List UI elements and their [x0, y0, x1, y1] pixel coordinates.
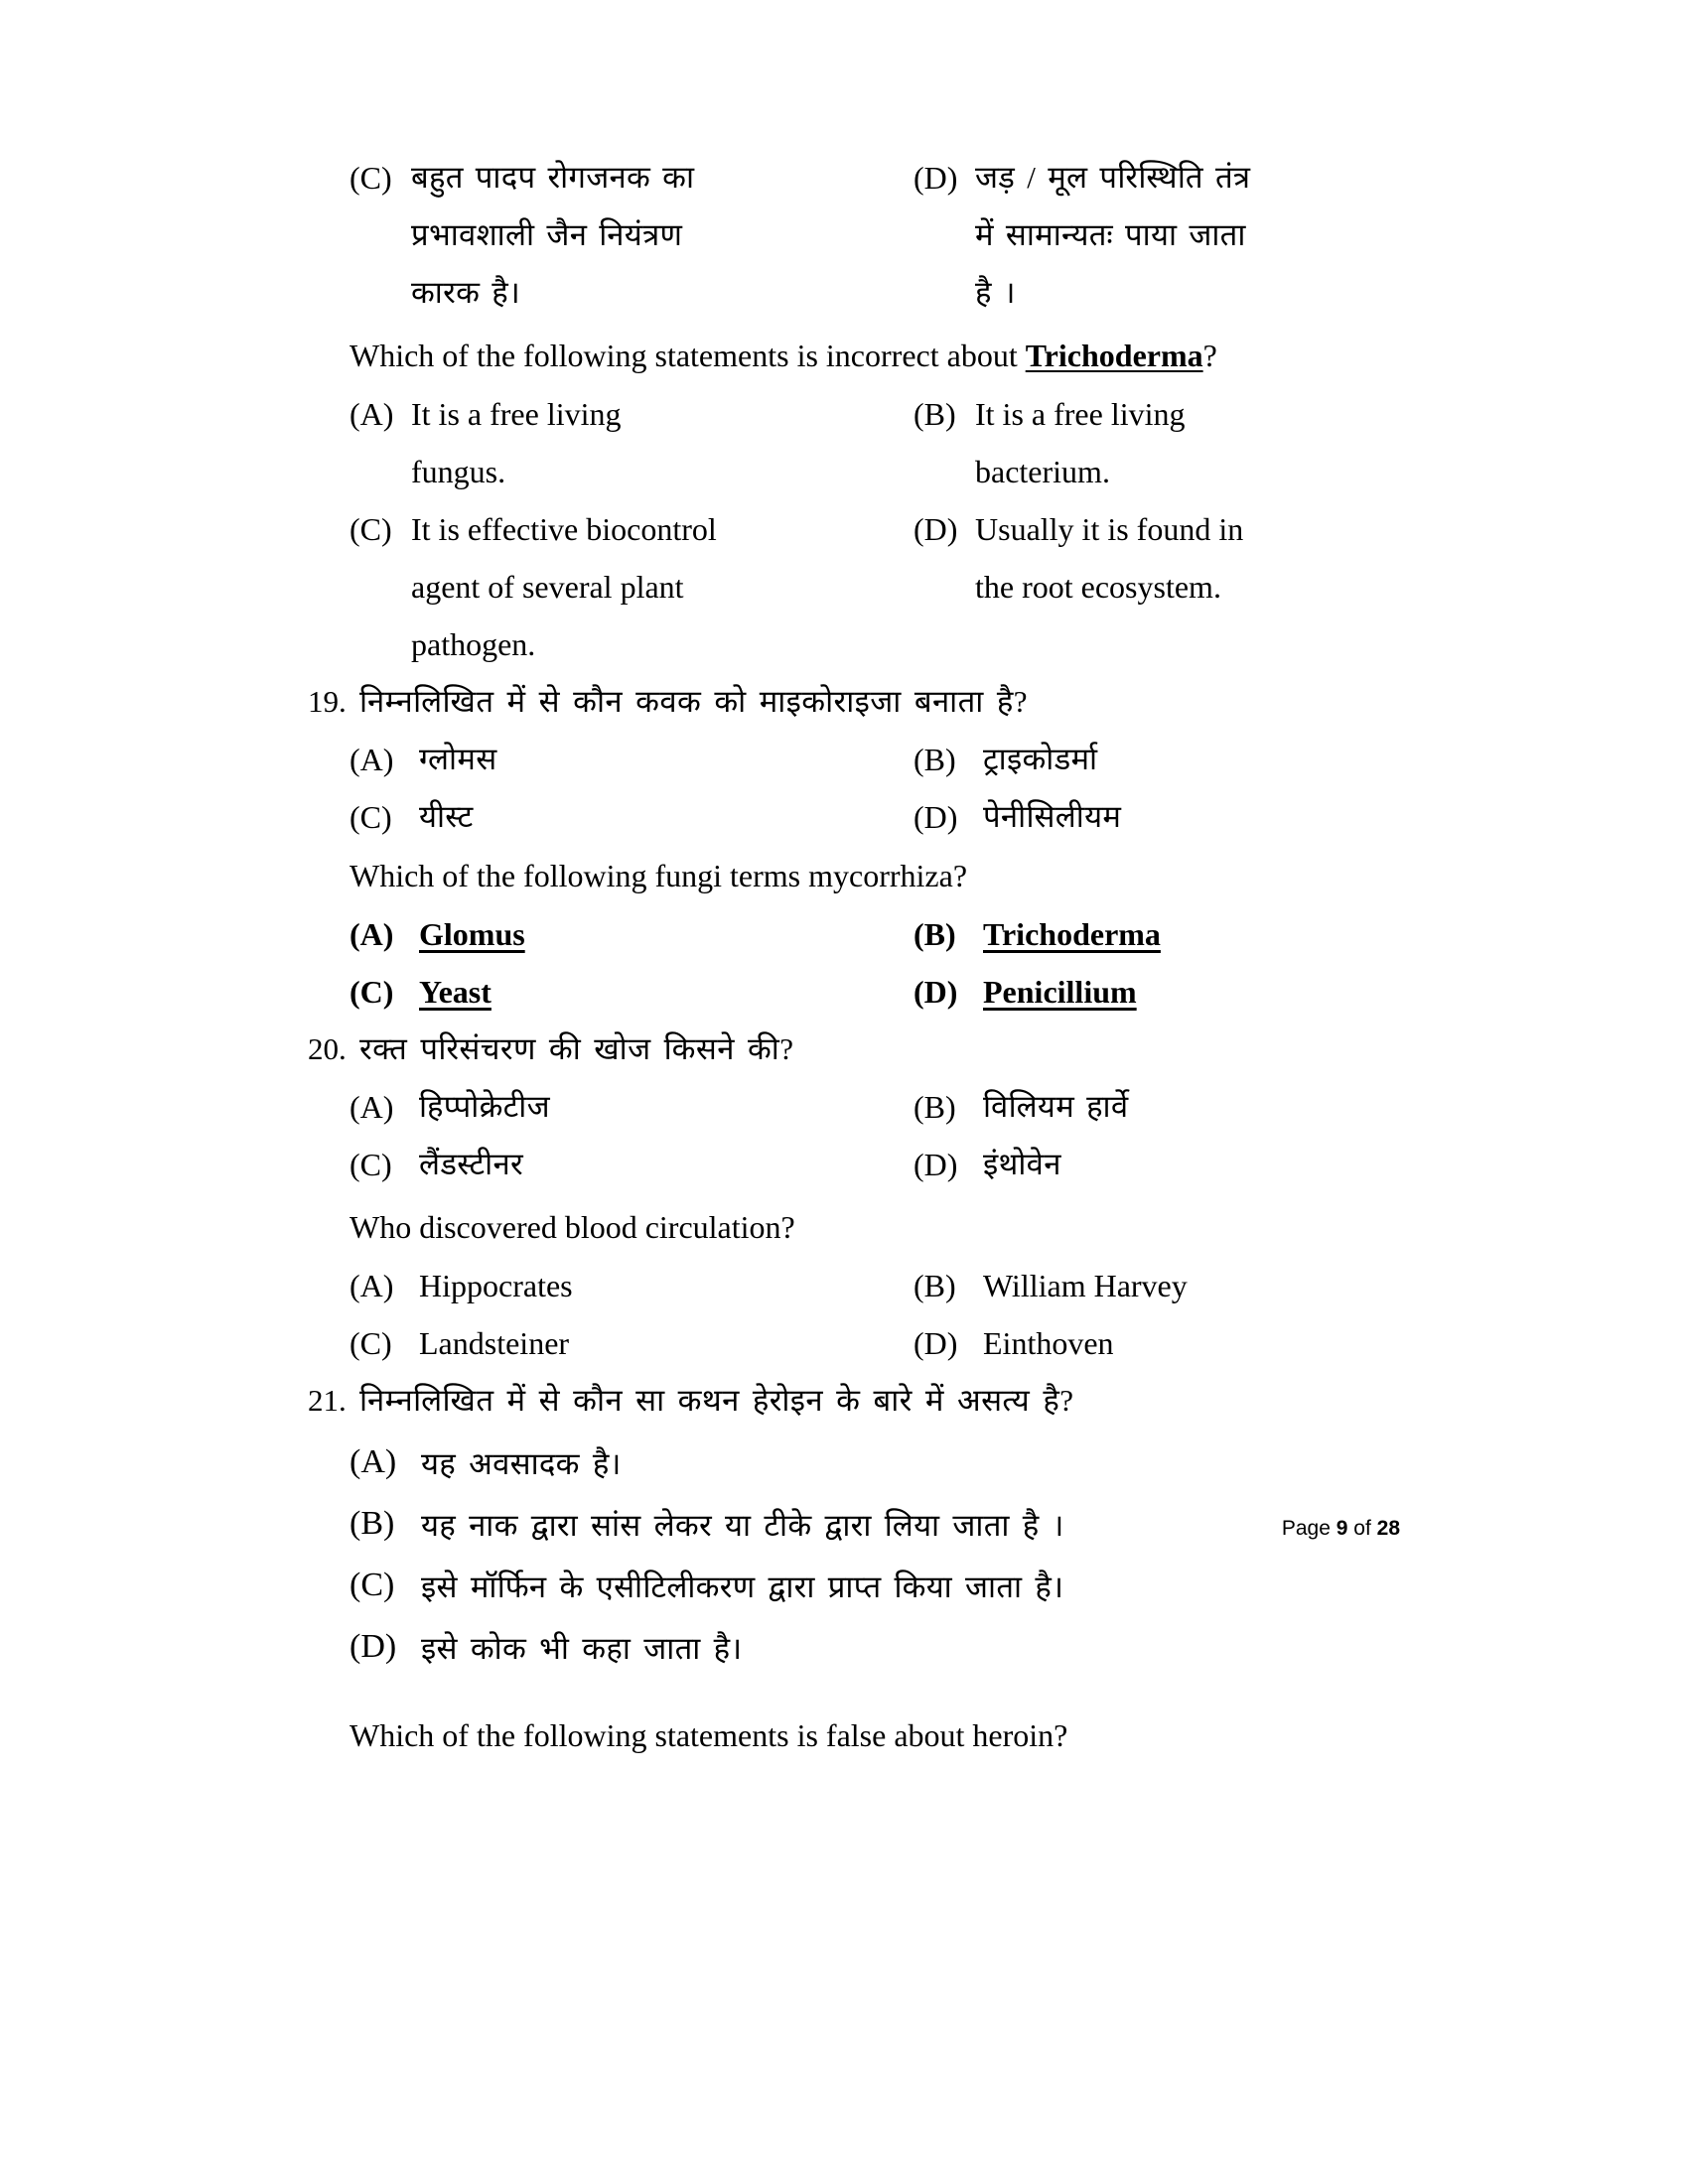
- q19-english-options-ab: [308, 905, 1400, 963]
- q18-hindi-option-d[interactable]: [914, 149, 1418, 322]
- page-content: [308, 149, 1400, 1765]
- option-text: [975, 500, 1243, 615]
- q20-hindi-option-a-column: [308, 1078, 854, 1136]
- q19-hindi-option-d[interactable]: [914, 788, 1418, 846]
- q21-english-stem: Which of the following statements is false about heroin?: [350, 1717, 1068, 1753]
- option-text: Yeast: [419, 974, 492, 1010]
- q21-hindi-option-a[interactable]: [350, 1433, 1400, 1495]
- option-text-line: bacterium.: [975, 454, 1110, 489]
- option-label: (B): [914, 1089, 956, 1125]
- option-text-line: बहुत पादप रोगजनक का: [411, 160, 695, 195]
- q18-english-options-ab: [308, 385, 1400, 500]
- q18-stem-term: Trichoderma: [1025, 338, 1203, 373]
- q20-english-options-ab: [308, 1257, 1400, 1314]
- q19-hindi-options-cd: [308, 788, 1400, 846]
- option-text-line: Usually it is found in: [975, 511, 1244, 547]
- option-text: [975, 385, 1185, 500]
- option-label: (C): [350, 799, 392, 835]
- option-label: (D): [914, 511, 958, 547]
- q18-english-option-b-column: [854, 385, 1418, 500]
- option-text-line: जड़ / मूल परिस्थिति तंत्र: [975, 160, 1251, 195]
- q20-english-option-a[interactable]: [350, 1257, 854, 1314]
- q20-hindi-option-b-column: [854, 1078, 1418, 1136]
- q19-hindi-option-a-column: [308, 731, 854, 788]
- option-label: (D): [914, 1147, 958, 1182]
- option-text-line: the root ecosystem.: [975, 569, 1221, 605]
- option-text: [411, 385, 621, 500]
- option-label: (C): [350, 160, 392, 196]
- option-label: (A): [350, 742, 394, 777]
- q19-hindi-options-ab: [308, 731, 1400, 788]
- option-text: [411, 149, 694, 322]
- question-19-stem-hindi: [308, 673, 1400, 731]
- option-label: (A): [350, 396, 394, 432]
- option-label: (A): [350, 1089, 394, 1125]
- q20-english-option-a-column: [308, 1257, 854, 1314]
- option-text-line: में सामान्यतः पाया जाता: [975, 217, 1246, 252]
- q20-hindi-option-d-column: [854, 1136, 1418, 1193]
- option-text: इसे मॉर्फिन के एसीटिलीकरण द्वारा प्राप्त किया जाता है।: [421, 1570, 1064, 1604]
- q18-english-option-d[interactable]: [914, 500, 1418, 615]
- option-text: ट्राइकोडर्मा: [983, 742, 1098, 776]
- option-label: (C): [350, 1567, 395, 1603]
- q20-hindi-option-c-column: [308, 1136, 854, 1193]
- option-text: इंथोवेन: [983, 1147, 1061, 1181]
- question-text: निम्नलिखित में से कौन सा कथन हेरोइन के बारे में असत्य है?: [359, 1383, 1074, 1418]
- q18-english-options-cd: [308, 500, 1400, 673]
- option-text-line: fungus.: [411, 454, 506, 489]
- q21-hindi-option-c[interactable]: [350, 1557, 1400, 1618]
- q20-english-option-d-column: [854, 1314, 1418, 1372]
- footer-page-total: 28: [1376, 1517, 1400, 1540]
- option-label: (A): [350, 916, 394, 952]
- option-text: इसे कोक भी कहा जाता है।: [421, 1631, 743, 1666]
- q20-english-stem: Who discovered blood circulation?: [350, 1209, 795, 1245]
- q19-english-option-d-column: [854, 963, 1418, 1021]
- option-text-line: प्रभावशाली जैन नियंत्रण: [411, 217, 683, 252]
- option-label: (C): [350, 511, 392, 547]
- option-label: (D): [914, 974, 958, 1010]
- page-footer: [1282, 1517, 1400, 1541]
- option-text: [975, 149, 1250, 322]
- q20-hindi-option-d[interactable]: [914, 1136, 1418, 1193]
- option-label: (C): [350, 1147, 392, 1182]
- question-number: 20.: [308, 1031, 347, 1066]
- q18-hindi-options: [308, 149, 1400, 322]
- option-text: [411, 500, 717, 673]
- option-text: लैंडस्टीनर: [419, 1147, 523, 1181]
- q18-english-option-a[interactable]: [350, 385, 854, 500]
- q20-english-option-b[interactable]: [914, 1257, 1418, 1314]
- q19-english-option-c[interactable]: [350, 963, 854, 1021]
- option-text: यीस्ट: [419, 799, 474, 834]
- q18-stem-prefix: Which of the following statements is incorrect about: [350, 338, 1026, 373]
- q19-english-options-cd: [308, 963, 1400, 1021]
- option-label: (B): [914, 1268, 956, 1303]
- q18-english-option-d-column: [854, 500, 1418, 673]
- option-text: यह नाक द्वारा सांस लेकर या टीके द्वारा लिया जाता है ।: [421, 1508, 1064, 1543]
- option-label: (B): [914, 396, 956, 432]
- q19-hindi-option-a[interactable]: [350, 731, 854, 788]
- q20-hindi-option-c[interactable]: [350, 1136, 854, 1193]
- option-text-line: It is a free living: [975, 396, 1186, 432]
- option-text: Glomus: [419, 916, 525, 952]
- q19-english-option-b-column: [854, 905, 1418, 963]
- q18-english-option-c[interactable]: [350, 500, 854, 673]
- q20-hindi-option-b[interactable]: [914, 1078, 1418, 1136]
- q19-hindi-option-b[interactable]: [914, 731, 1418, 788]
- question-text: रक्त परिसंचरण की खोज किसने की?: [359, 1031, 794, 1066]
- q20-english-option-c-column: [308, 1314, 854, 1372]
- option-label: (D): [350, 1628, 397, 1665]
- option-label: (D): [914, 799, 958, 835]
- option-label: (B): [350, 1505, 395, 1542]
- q18-hindi-option-d-column: [854, 149, 1418, 322]
- q20-english-option-c[interactable]: [350, 1314, 854, 1372]
- option-text: ग्लोमस: [419, 742, 497, 776]
- option-label: (A): [350, 1443, 397, 1480]
- option-text: हिप्पोक्रेटीज: [419, 1089, 550, 1124]
- option-text: पेनीसिलीयम: [983, 799, 1122, 834]
- q20-hindi-option-a[interactable]: [350, 1078, 854, 1136]
- option-label: (D): [914, 1325, 958, 1361]
- option-label: (A): [350, 1268, 394, 1303]
- option-label: (B): [914, 742, 956, 777]
- option-text: Landsteiner: [419, 1325, 570, 1361]
- q21-hindi-option-d[interactable]: [350, 1618, 1400, 1680]
- option-text: यह अवसादक है।: [421, 1446, 622, 1481]
- q20-hindi-options-cd: [308, 1136, 1400, 1193]
- q19-hindi-option-c[interactable]: [350, 788, 854, 846]
- q18-stem-suffix: ?: [1202, 338, 1217, 373]
- q21-hindi-option-b[interactable]: [350, 1495, 1400, 1557]
- q19-english-option-c-column: [308, 963, 854, 1021]
- question-20-stem-hindi: [308, 1021, 1400, 1078]
- q20-english-options-cd: [308, 1314, 1400, 1372]
- option-text-line: है ।: [975, 275, 1016, 310]
- question-number: 21.: [308, 1383, 347, 1418]
- q18-hindi-option-c-column: [308, 149, 854, 322]
- option-text: Penicillium: [983, 974, 1137, 1010]
- q19-english-option-a[interactable]: [350, 905, 854, 963]
- option-text: Hippocrates: [419, 1268, 573, 1303]
- option-label: (B): [914, 916, 956, 952]
- option-label: (D): [914, 160, 958, 196]
- q19-english-option-b[interactable]: [914, 905, 1418, 963]
- option-text-line: कारक है।: [411, 275, 521, 310]
- option-text: विलियम हार्वे: [983, 1089, 1129, 1124]
- option-text-line: pathogen.: [411, 626, 536, 662]
- option-text-line: agent of several plant: [411, 569, 684, 605]
- q18-english-stem: [350, 326, 1400, 385]
- footer-page-number: 9: [1336, 1517, 1348, 1540]
- option-text: Einthoven: [983, 1325, 1114, 1361]
- q20-english-option-b-column: [854, 1257, 1418, 1314]
- option-label: (C): [350, 1325, 392, 1361]
- q18-english-option-c-column: [308, 500, 854, 673]
- footer-page-prefix: Page: [1281, 1517, 1331, 1540]
- q18-hindi-option-c[interactable]: [350, 149, 854, 322]
- question-21-stem-hindi: [308, 1372, 1400, 1430]
- option-text: William Harvey: [983, 1268, 1188, 1303]
- q19-hindi-option-d-column: [854, 788, 1418, 846]
- q19-hindi-option-b-column: [854, 731, 1418, 788]
- option-text-line: It is effective biocontrol: [411, 511, 717, 547]
- option-text-line: It is a free living: [411, 396, 622, 432]
- question-text: निम्नलिखित में से कौन कवक को माइकोराइजा बनाता है?: [359, 684, 1028, 719]
- q19-english-option-d[interactable]: [914, 963, 1418, 1021]
- q19-hindi-option-c-column: [308, 788, 854, 846]
- q19-english-option-a-column: [308, 905, 854, 963]
- q20-english-option-d[interactable]: [914, 1314, 1418, 1372]
- footer-page-middle: of: [1353, 1517, 1371, 1540]
- option-text: Trichoderma: [983, 916, 1161, 952]
- q18-english-option-b[interactable]: [914, 385, 1418, 500]
- question-number: 19.: [308, 684, 347, 719]
- q20-hindi-options-ab: [308, 1078, 1400, 1136]
- q19-english-stem: Which of the following fungi terms mycorrhiza?: [350, 858, 968, 893]
- option-label: (C): [350, 974, 394, 1010]
- q18-english-option-a-column: [308, 385, 854, 500]
